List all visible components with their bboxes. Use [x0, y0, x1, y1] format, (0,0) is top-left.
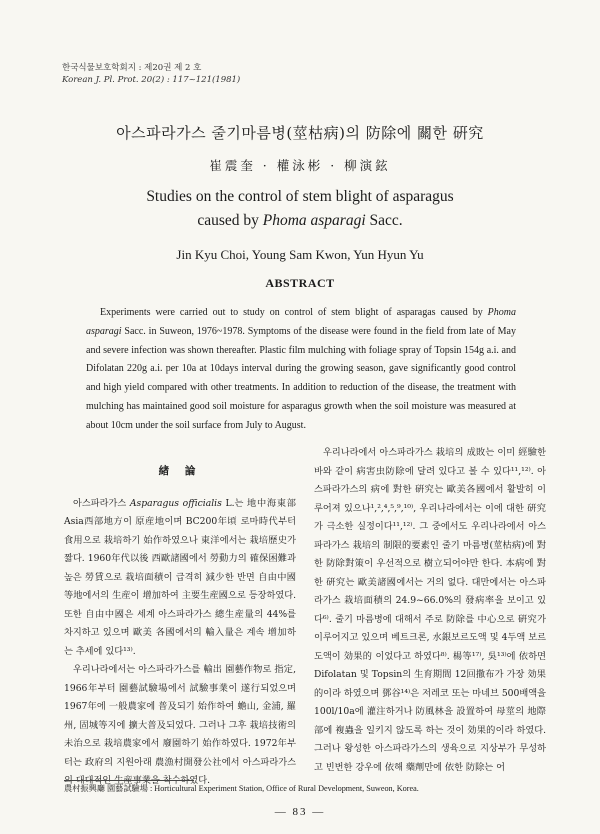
title-en-post: Sacc. [365, 212, 403, 229]
footnote-affiliation: 農村振興廳 園藝試驗場 : Horticultural Experiment Station, Office of Rural Development, Suweon, Korea. [64, 784, 419, 793]
title-english [0, 185, 600, 233]
authors-english: Jin Kyu Choi, Young Sam Kwon, Yun Hyun Yu [176, 247, 424, 262]
intro-p1-post: L.는 地中海東部 Asia西部地方이 原産地이며 BC200年頃 로마時代부터 食用으로 栽培하기 始作하였으나 東洋에서는 栽培歷史가 짧다. 1960年代以後 西歐諸國에서 勞動力의 確保困難과 높은 勞賃으로 栽培面積이 급격히 減少한 반면 自由中國等地에서의 生産이 增加하여 主要生産國으로 등장하였다. 또한 自由中國은 세계 아스파라가스 總生産量의 44%를 차지하고 있으며 歐美 各國에서의 輸入量은 계속 增加하는 추세에 있다¹³⁾. [64, 497, 296, 657]
abstract-body [86, 304, 516, 436]
title-english-line1: Studies on the control of stem blight of asparagus [146, 188, 454, 205]
page-number: — 83 — [274, 806, 326, 818]
section-heading-intro: 緖 論 [158, 465, 202, 477]
journal-citation: Korean J. Pl. Prot. 20(2) : 117~121(1981) [62, 75, 241, 85]
abstract-heading: ABSTRACT [265, 276, 335, 290]
abstract-species: Phoma asparagi [86, 307, 516, 337]
right-column [314, 444, 546, 777]
left-column [64, 444, 296, 791]
journal-name-ko: 한국식물보호학회지 : 제20권 제 2 호 [62, 63, 202, 73]
title-korean: 아스파라가스 줄기마름병(莖枯病)의 防除에 關한 硏究 [116, 124, 484, 142]
authors-korean: 崔震奎 · 權泳彬 · 柳演鉉 [209, 158, 391, 173]
title-en-pre: caused by [197, 212, 263, 229]
intro-p1-pre: 아스파라가스 [73, 497, 130, 509]
abstract-post: Sacc. in Suweon, 1976~1978. Symptoms of the disease were found in the field from late of May and severe infection was shown thereafter. Plastic film mulching with foliage spray of Topsin 154g a.i. and Difolatan 220g a.i. per 10a at 10days interval during the growing season, gave significantly good control and high yield compared with other treatments. In addition to reduction of the disease, the treatment with mulching has maintained good soil moisture for asparagus growth when the soil moisture was measured at about 10cm under the soil surface from July to August. [86, 325, 516, 431]
title-english-line2 [0, 209, 600, 233]
intro-paragraph-2: 우리나라에서는 아스파라가스를 輸出 園藝作物로 指定, 1966年부터 園藝試驗場에서 試驗事業이 遂行되었으며 1967年에 一般農家에 普及되기 始作하여 蟾山, 金浦, 羅州, 固城等지에 擴大普及되었다. 그러나 그후 栽培技術의 未治으로 栽培農家에서 廢園하기 始作하였다. 1972年부터는 政府의 지원아래 農漁村開發公社에서 아스파라가스의 대대적인 生産事業을 착수하였다. [64, 664, 296, 786]
footnote-divider [64, 780, 194, 781]
intro-paragraph-1 [64, 495, 296, 662]
title-en-species: Phoma asparagi [262, 212, 366, 229]
intro-paragraph-3: 우리나라에서 아스파라가스 栽培의 成敗는 이미 經驗한 바와 같이 病害虫防除에 달려 있다고 볼 수 있다¹¹,¹²⁾. 아스파라가스의 病에 對한 硏究는 歐美各國에서 활발히 이루어져 있으나¹,²,⁴,⁵,⁹,¹⁰⁾, 우리나라에서는 이에 대한 硏究가 극소한 실정이다¹¹,¹²⁾. 그 중에서도 우리나라에서 아스파라가스 栽培의 制限的要素인 줄기 마름병(莖枯病)에 對한 防除對策이 우선적으로 樹立되어야만 한다. 本病에 對한 硏究는 歐美諸國에서는 거의 없다. 대만에서는 아스파라가스 栽培面積의 24.9~66.0%의 發病率을 보이고 있다⁶⁾. 줄기 마름병에 대해서 주로 防除를 中心으로 硏究가 이루어지고 있으며 베트크론, 水銀보르도액 및 4두액 보르도액이 効果的 이었다고 하였다⁸⁾. 楊等¹⁷⁾, 吳¹³⁾에 依하면 Difolatan 및 Topsin의 生育期間 12回撒布가 가장 効果的이라 하였으며 鄧谷¹⁴⁾은 저레코 또는 마네브 500배액을 100l/10a에 灌注하거나 防風林을 設置하여 母莖의 地際部에 複蟲을 일키지 않도록 하는 것이 効果的이라 하였다. 그러나 왕성한 아스파라가스의 생육으로 지상부가 무성하고 빈번한 강우에 依해 藥劑만에 依한 防除는 어 [314, 447, 546, 773]
intro-p1-species: Asparagus officialis [129, 497, 222, 509]
abstract-pre: Experiments were carried out to study on control of stem blight of asparagas caused by [100, 307, 488, 318]
journal-header [62, 62, 240, 86]
